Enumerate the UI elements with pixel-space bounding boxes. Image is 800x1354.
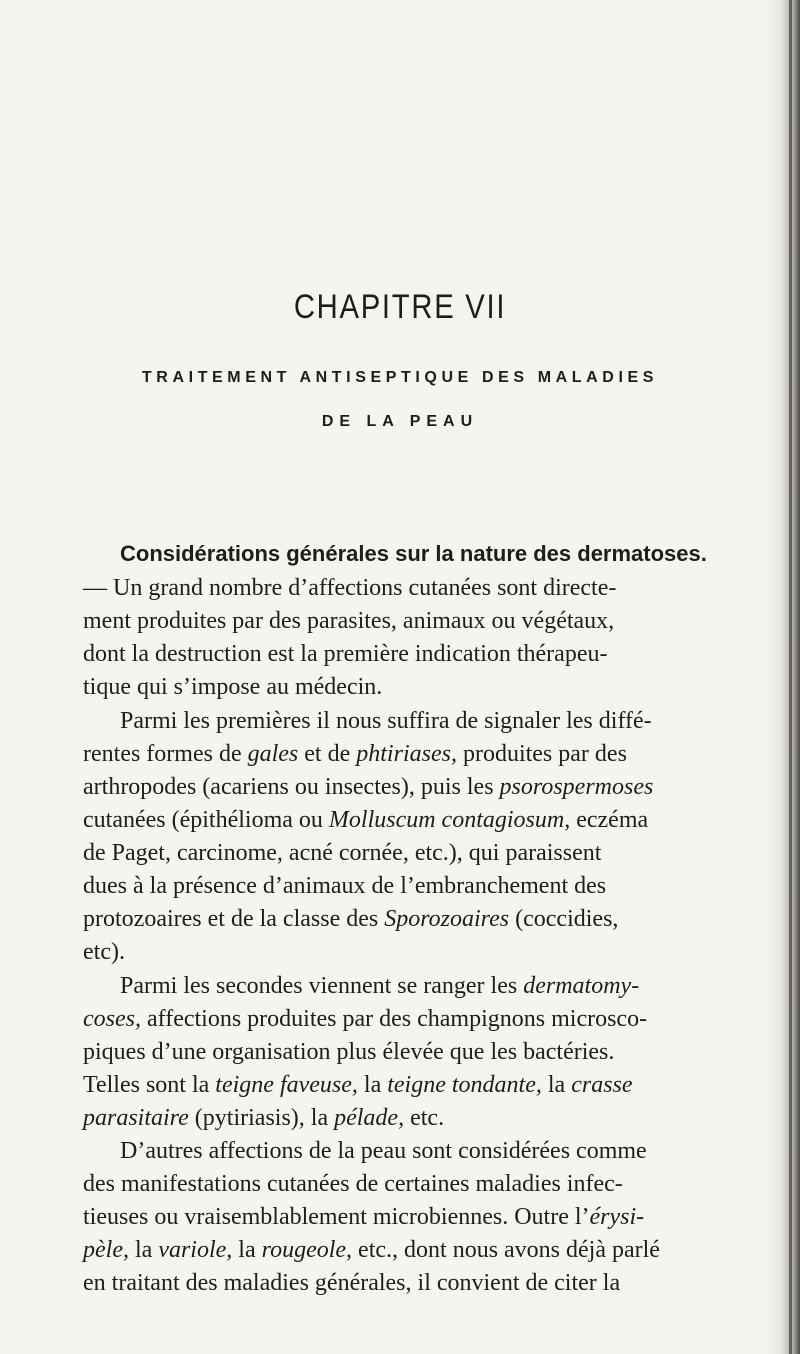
text-line	[83, 772, 653, 802]
text-line: — Un grand nombre d’affections cutanées sont directe-	[83, 575, 617, 601]
italic-term: dermatomy-	[523, 973, 640, 999]
text-span: etc., dont nous avons déjà parlé	[352, 1237, 660, 1263]
italic-term: Molluscum contagiosum,	[328, 807, 571, 833]
text-span: Telles sont la	[83, 1072, 216, 1098]
text-line: dues à la présence d’animaux de l’embranchement des	[83, 873, 607, 899]
text-line	[83, 1235, 660, 1265]
text-line: tique qui s’impose au médecin.	[83, 674, 383, 700]
text-span: et de	[298, 741, 357, 767]
italic-term: variole,	[158, 1237, 233, 1263]
text-span: produites par des	[456, 741, 627, 767]
text-span: affections produites par des champignons microsco-	[140, 1006, 648, 1032]
text-span: la	[357, 1072, 388, 1098]
italic-term: Sporozoaires	[384, 906, 510, 932]
text-span: Parmi les secondes viennent se ranger les	[120, 973, 524, 999]
italic-term: coses,	[83, 1006, 141, 1032]
text-span: la	[128, 1237, 159, 1263]
chapter-subtitle-line2: DE LA PEAU	[321, 413, 479, 430]
text-line: piques d’une organisation plus élevée que les bactéries.	[83, 1039, 615, 1065]
italic-term: teigne faveuse,	[215, 1072, 358, 1098]
body-text	[0, 539, 800, 1296]
italic-term: érysi-	[589, 1204, 645, 1230]
text-span: (pytiriasis), la	[188, 1105, 335, 1131]
chapter-subtitle-line1: TRAITEMENT ANTISEPTIQUE DES MALADIES	[141, 369, 659, 386]
text-span: (coccidies,	[509, 906, 619, 932]
chapter-title: CHAPITRE VII	[293, 288, 507, 326]
text-span: la	[232, 1237, 262, 1263]
text-line: etc).	[83, 939, 125, 965]
italic-term: psorospermoses	[499, 774, 654, 800]
text-line	[120, 971, 639, 1001]
italic-term: pélade,	[334, 1105, 405, 1131]
text-line: Parmi les premières il nous suffira de signaler les diffé-	[120, 708, 652, 734]
text-line	[83, 1103, 444, 1133]
text-span: protozoaires et de la classe des	[83, 906, 385, 932]
text-line: dont la destruction est la première indication thérapeu-	[83, 641, 608, 667]
text-line: des manifestations cutanées de certaines maladies infec-	[83, 1171, 623, 1197]
text-span: tieuses ou vraisemblablement microbiennes. Outre l’	[83, 1204, 590, 1230]
italic-term: gales	[247, 741, 299, 767]
text-line	[83, 739, 627, 769]
text-span: arthropodes (acariens ou insectes), puis les	[83, 774, 500, 800]
text-line: de Paget, carcinome, acné cornée, etc.), qui paraissent	[83, 840, 602, 866]
text-line	[83, 1070, 633, 1100]
italic-term: teigne tondante,	[387, 1072, 542, 1098]
text-line: ment produites par des parasites, animaux ou végétaux,	[83, 608, 615, 634]
italic-term: crasse	[571, 1072, 633, 1098]
italic-term: rougeole,	[261, 1237, 353, 1263]
text-span: la	[541, 1072, 572, 1098]
italic-term: phtiriases,	[356, 741, 457, 767]
text-line	[83, 904, 618, 934]
text-span: etc.	[404, 1105, 445, 1131]
text-line	[83, 1202, 644, 1232]
text-line	[83, 805, 648, 835]
text-span: eczéma	[570, 807, 649, 833]
italic-term: parasitaire	[83, 1105, 189, 1131]
section-heading: Considérations générales sur la nature des dermatoses.	[120, 541, 707, 566]
italic-term: pèle,	[83, 1237, 129, 1263]
text-span: rentes formes de	[83, 741, 248, 767]
text-line	[83, 1004, 647, 1034]
text-line: D’autres affections de la peau sont considérées comme	[120, 1138, 647, 1164]
text-line: en traitant des maladies générales, il convient de citer la	[83, 1270, 621, 1296]
text-span: cutanées (épithélioma ou	[83, 807, 329, 833]
